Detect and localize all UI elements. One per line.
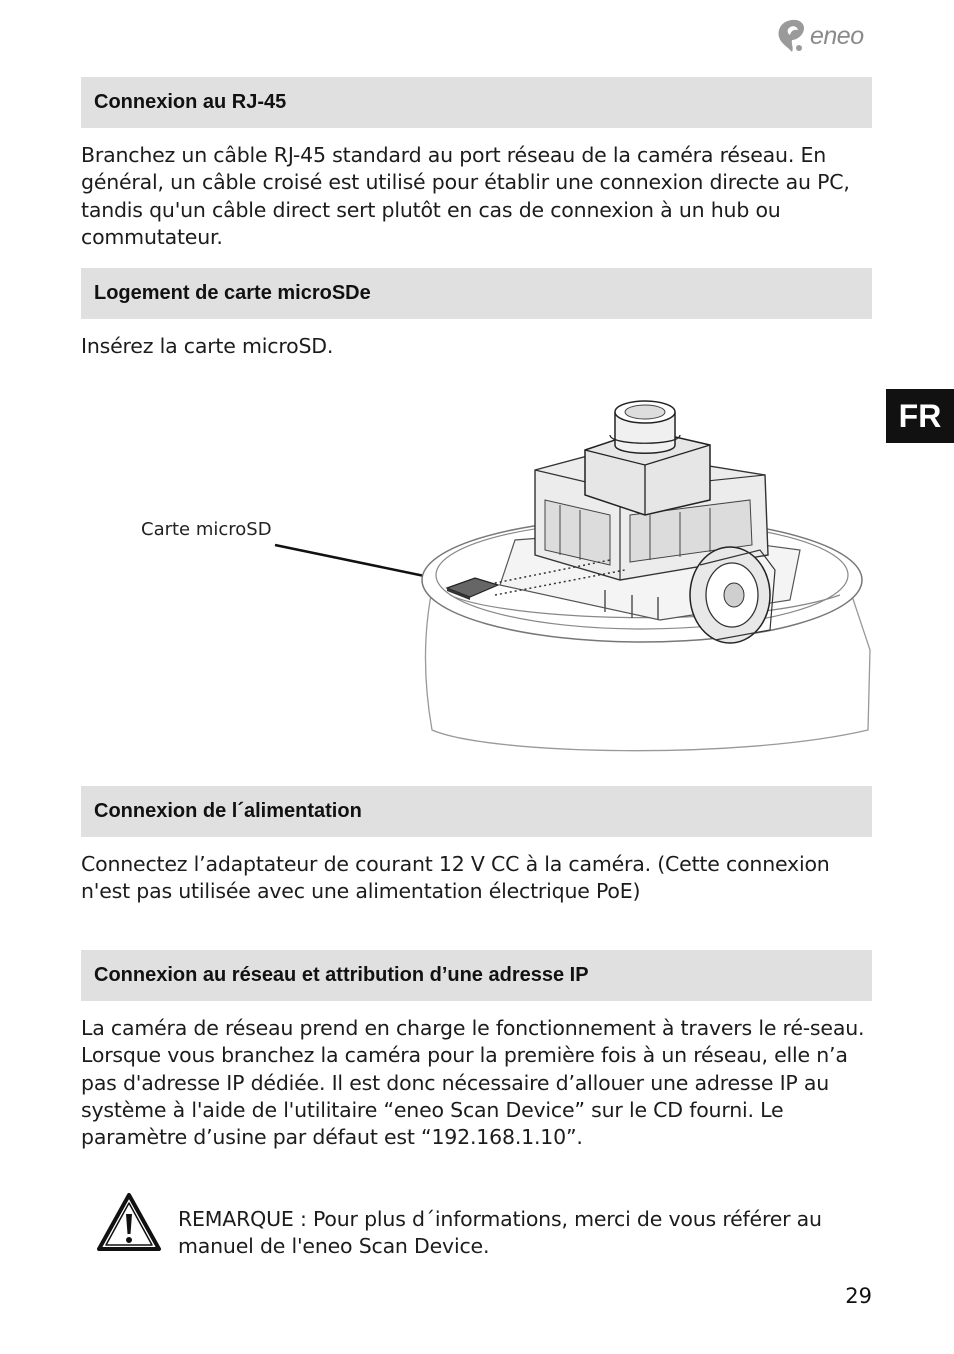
eneo-swirl-icon [775, 18, 809, 56]
language-tab: FR [886, 389, 954, 443]
callout-line [275, 545, 434, 578]
section-body-power: Connectez l’adaptateur de courant 12 V CC à la caméra. (Cette connexion n'est pas utilisée avec une alimentation électrique PoE) [81, 852, 830, 904]
section-body-network: La caméra de réseau prend en charge le fonctionnement à travers le ré-seau. Lorsque vous branchez la caméra pour la première fois à un réseau, elle n’a pas d'adresse IP dédiée. Il est donc nécessaire d’allouer une adresse IP au système à l'aide de l'utilitaire “eneo Scan Device” sur le CD fourni. Le paramètre d’usine par défaut est “192.168.1.10”. [81, 1016, 865, 1150]
section-body-microsd: Insérez la carte microSD. [81, 334, 334, 358]
warning-triangle-icon [96, 1192, 162, 1252]
section-heading-power: Connexion de l´alimentation [81, 786, 872, 837]
note-text: REMARQUE : Pour plus d´informations, merci de vous référer au manuel de l'eneo Scan Device. [178, 1207, 822, 1259]
section-heading-microsd: Logement de carte microSDe [81, 268, 872, 319]
eneo-logo [775, 18, 885, 58]
section-body-rj45: Branchez un câble RJ-45 standard au port réseau de la caméra réseau. En général, un câble croisé est utilisé pour établir une connexion directe au PC, tandis qu'un câble direct sert plutôt en cas de connexion à un hub ou commutateur. [81, 143, 850, 249]
section-heading-rj45: Connexion au RJ-45 [81, 77, 872, 128]
eneo-logo-text: eneo [810, 22, 864, 50]
figure-callout-label: Carte microSD [141, 519, 272, 540]
section-heading-network: Connexion au réseau et attribution d’une adresse IP [81, 950, 872, 1001]
camera-microsd-illustration [140, 390, 880, 760]
page-number: 29 [845, 1284, 872, 1308]
